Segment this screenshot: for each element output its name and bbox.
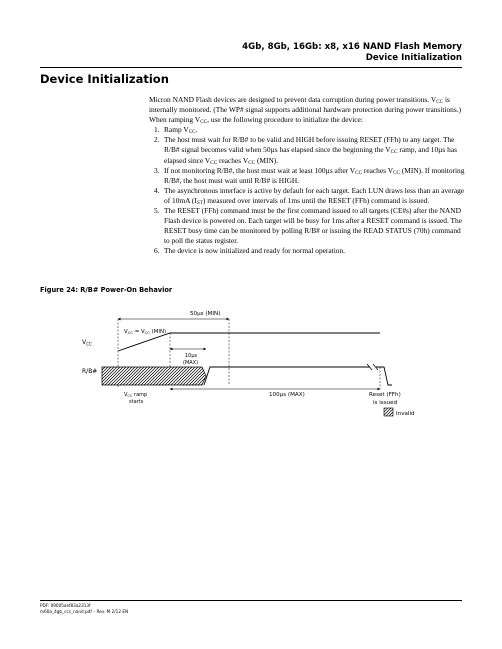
label-vcc: $V_{CC}$ — [82, 339, 92, 347]
label-vcc-min: $V_{CC} = V_{CC}$ (MIN) — [124, 329, 167, 336]
rb-waveform — [204, 367, 392, 385]
label-50us: 50µs (MIN) — [190, 311, 221, 317]
timing-diagram — [80, 305, 415, 450]
step-number: 4. — [154, 185, 160, 195]
step-text: The asynchronous interface is active by default for each target. Each LUN draws less than an average of 10mA (I — [164, 185, 465, 205]
intro-text: Micron NAND Flash devices are designed to prevent data corruption during power transitions. V — [149, 95, 437, 104]
label-ramp-starts: starts — [129, 399, 144, 405]
page-footer — [40, 603, 128, 615]
step-number: 1. — [154, 125, 160, 135]
label-vcc-ramp: $V_{CC}$ ramp — [124, 392, 148, 399]
header-subtitle: Device Initialization — [365, 53, 462, 63]
step-text: The RESET (FFh) command must be the first command issued to all targets (CE#s) after the NAND Flash device is powered on. Each target will be busy for 1ms after a RESET command is issued. The RESET busy time can be monitored by polling R/B# or issuing the READ STATUS (70h) command to poll the status register. — [164, 206, 463, 246]
step-text: . — [195, 125, 198, 135]
list-item — [149, 246, 467, 256]
figure-title: Figure 24: R/B# Power-On Behavior — [40, 286, 173, 294]
vcc-waveform — [118, 333, 380, 351]
subscript: CC — [248, 159, 256, 166]
step-text: ) measured over intervals of 1ms until the RESET (FFh) command is issued. — [202, 195, 430, 205]
step-text: Ramp V — [164, 125, 189, 135]
subscript: CC — [355, 169, 363, 176]
body-text — [149, 95, 467, 257]
header-title: 4Gb, 8Gb, 16Gb: x8, x16 NAND Flash Memory — [242, 42, 462, 52]
step-text: The host must wait for R/B# to be valid and HIGH before issuing RESET (FFh) to any target. The R/B# signal becomes valid when 50µs has elapsed since the beginning the V — [164, 135, 455, 155]
label-rb: R/B# — [82, 368, 98, 375]
header-rule — [40, 67, 462, 68]
label-10us: 10µs — [185, 353, 198, 359]
section-title: Device Initialization — [40, 72, 169, 86]
list-item — [149, 186, 467, 206]
footer-line: m60a_4gb_ccc_nand.pdf – Rev. M 2/12 EN — [40, 609, 129, 614]
list-item — [149, 166, 467, 186]
list-item — [149, 125, 467, 135]
label-100us: 100µs (MAX) — [269, 392, 305, 398]
intro-text: , use the following procedure to initialize the device: — [207, 115, 363, 125]
step-text: reaches V — [217, 155, 249, 165]
step-number: 3. — [154, 165, 160, 175]
intro-paragraph — [149, 95, 467, 125]
subscript: CC — [390, 149, 398, 156]
step-number: 5. — [154, 206, 160, 216]
footer-rule — [40, 600, 462, 601]
list-item — [149, 135, 467, 165]
step-text: reaches V — [362, 165, 394, 175]
step-number: 2. — [154, 135, 160, 145]
subscript: CC — [393, 169, 400, 176]
step-text: (MIN). If monitoring R/B#, the host must wait until R/B# is HIGH. — [164, 165, 465, 185]
label-10us-max: (MAX) — [183, 360, 199, 366]
legend-invalid-swatch — [384, 408, 393, 416]
step-text: If not monitoring R/B#, the host must wait at least 100µs after V — [164, 165, 356, 175]
running-header — [242, 42, 462, 64]
step-number: 6. — [154, 246, 160, 256]
intro-text: is internally monitored. (The WP# signal supports additional hardware protection during power transitions.) When ramping V — [149, 95, 462, 125]
subscript: ST — [196, 199, 203, 206]
step-text: ramp, and 10µs has elapsed since V — [164, 145, 458, 165]
subscript: CC — [210, 159, 218, 166]
footer-line: PDF: 09005aef83a2313f — [40, 603, 91, 608]
list-item — [149, 206, 467, 246]
legend-invalid-label: Invalid — [396, 411, 415, 417]
step-text: (MIN). — [255, 155, 279, 165]
label-reset-issued: Reset (FFh) — [369, 392, 401, 398]
procedure-list — [149, 125, 467, 256]
rb-invalid-region — [102, 367, 206, 385]
subscript: CC — [436, 99, 444, 105]
subscript: CC — [200, 119, 208, 126]
subscript: CC — [188, 129, 196, 136]
label-reset-issued-2: is issued — [373, 400, 398, 406]
step-text: The device is now initialized and ready for normal operation. — [164, 246, 346, 256]
